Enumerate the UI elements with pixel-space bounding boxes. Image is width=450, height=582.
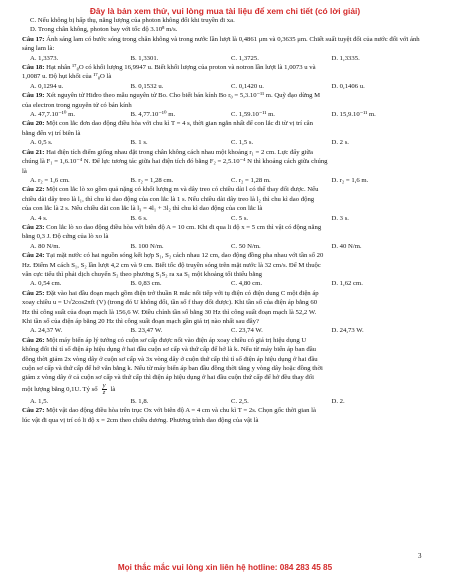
q26-line-3: đồng thời giảm 2x vòng dây ở cuộn sơ cấp và 3x vòng dây ở cuộn thứ cấp thì tỉ số điện áp hiệu dụng ở hai đầu	[22, 355, 318, 363]
q23-options	[22, 242, 432, 251]
q24-line-3: vân cực tiểu thì phải dịch chuyển S₂ theo phương S₁S₂ ra xa S₁ một khoảng tối thiểu bằng	[22, 270, 263, 278]
q17-option-b: B. 1,3301.	[130, 54, 159, 62]
q20-option-d: D. 2 s.	[331, 139, 349, 147]
q21-label: Câu 21:	[22, 148, 45, 156]
q26-line-5: giảm z vòng dây ở cả cuộn sơ cấp và thứ cấp thì điện áp hiệu dụng ở hai đầu cuộn thứ cấp để hở đều thay đổi	[22, 374, 314, 382]
q17-text: Ánh sáng lam có bước sóng trong chân không và trong nước lần lượt là 0,4861 μm và 0,3635 μm. Chiết suất tuyệt đối của nước đối với ánh sáng lam là:	[22, 35, 420, 53]
q27-line-2: lúc vật đi qua vị trí có li độ x = 2cm theo chiều dương. Phương trình dao động của vật là	[22, 416, 259, 424]
q25-line-2: xoay chiều u = U√2cos2πft (V) (trong đó U không đổi, tần số f thay đổi được). Khi tần số của điện áp bằng 60	[22, 299, 318, 307]
q17-label: Câu 17:	[22, 35, 45, 43]
q19-option-c: C. 1,59.10⁻¹¹ m.	[231, 111, 275, 119]
q18-line-2: 1,0087 u. Độ hụt khối của ¹⁷₈O là	[22, 73, 112, 81]
q24-line-2: Hz. Điểm M cách S₁, S₂ lần lượt 4,2 cm và 9 cm. Biết tốc độ truyền sóng trên mặt nước là 32 cm/s. Để M thuộc	[22, 261, 321, 269]
q20-options	[22, 138, 432, 147]
q26-options	[22, 397, 432, 406]
q17-option-a: A. 1,3373.	[30, 54, 59, 62]
question-21	[22, 148, 432, 186]
q27-line-1: Một vật dao động điều hòa trên trục Ox với biên độ A = 4 cm và chu kì T = 2s. Chọn gốc thời gian là	[46, 407, 316, 415]
q21-option-b: B. r₂ = 1,28 cm.	[130, 176, 174, 184]
q19-line-1: Xét nguyên tử Hiđro theo mẫu nguyên tử Bo. Cho biết bán kính Bo r₀ = 5,3.10⁻¹¹ m. Quỹ đạo dừng M	[46, 92, 321, 100]
q26-option-d: D. 2.	[331, 397, 345, 405]
q20-option-a: A. 0,5 s.	[30, 139, 53, 147]
q21-line-3: là	[22, 167, 27, 175]
q19-option-d: D. 15,9.10⁻¹¹ m.	[331, 111, 376, 119]
q19-options	[22, 110, 432, 119]
q18-option-b: B. 0,1532 u.	[130, 82, 164, 90]
question-27	[22, 406, 432, 425]
document-body	[22, 16, 432, 425]
q26-option-b: B. 1,8.	[130, 397, 149, 405]
q20-label: Câu 20:	[22, 120, 45, 128]
q19-option-a: A. 47,7.10⁻¹⁰ m.	[30, 111, 75, 119]
q23-option-b: B. 100 N/m.	[130, 242, 164, 250]
q24-option-d: D. 1,62 cm.	[331, 280, 363, 288]
q25-line-3: Hz thì công suất của đoạn mạch là 156,6 W. Điều chỉnh tần số bằng 30 Hz thì công suất đoạn mạch là 52,2 W.	[22, 308, 317, 316]
question-22	[22, 185, 432, 223]
q22-option-d: D. 3 s.	[331, 214, 349, 222]
q18-option-d: D. 0,1406 u.	[331, 82, 365, 90]
q17-option-d: D. 1,3335.	[331, 54, 360, 62]
q25-option-b: B. 23,47 W.	[130, 327, 163, 335]
q22-line-2: chiều dài dây treo là l₁, thì chu kì dao động của con lắc là 1 s. Nếu chiều dài dây treo là l₂ thì chu kì dao động	[22, 195, 315, 203]
q20-option-c: C. 1,5 s.	[231, 139, 254, 147]
question-17	[22, 35, 432, 63]
question-23	[22, 223, 432, 251]
ratio-fraction	[102, 383, 107, 396]
q16-option-d: D. Trong chân không, photon bay với tốc độ 3.10⁸ m/s.	[30, 26, 178, 34]
q18-label: Câu 18:	[22, 64, 45, 72]
q24-options	[22, 279, 432, 288]
hotline-footer: Mọi thắc mắc vui lòng xin liên hệ hotline: 084 283 45 85	[117, 563, 333, 572]
q19-label: Câu 19:	[22, 92, 45, 100]
q21-option-a: A. r₂ = 1,6 cm.	[30, 176, 70, 184]
fraction-numerator: y	[102, 382, 106, 390]
q25-options	[22, 326, 432, 335]
q23-line-2: bằng 0,3 J. Độ cứng của lò xo là	[22, 233, 109, 241]
q25-option-c: C. 23,74 W.	[231, 327, 263, 335]
q25-option-a: A. 24,37 W.	[30, 327, 63, 335]
question-24	[22, 251, 432, 289]
question-20	[22, 119, 432, 147]
q24-option-b: B. 0,83 cm.	[130, 280, 162, 288]
q26-line-4: cuộn sơ cấp và thứ cấp để hở vẫn bằng k. Nếu từ máy biến áp ban đầu đồng thời tăng y vòng dây hoặc đồng thời	[22, 365, 323, 373]
q24-option-c: C. 4,80 cm.	[231, 280, 263, 288]
q22-line-3: của con lắc là 2 s. Nếu chiều dài con lắc là l₃ = 4l₁ + 3l₂ thì chu kì dao động của con lắc là	[22, 205, 263, 213]
q26-option-c: C. 2,5.	[231, 397, 249, 405]
q21-line-1: Hai điện tích điểm giống nhau đặt trong chân không cách nhau một khoảng r₁ = 2 cm. Lực đẩy giữa	[46, 148, 314, 156]
q26-line-6: một lượng bằng 0,1U. Tỷ số	[22, 386, 98, 394]
q22-line-1: Một con lắc lò xo gồm quả nặng có khối lượng m và dây treo có chiều dài l có thể thay đổi được. Nếu	[46, 186, 319, 194]
q26-line-2: không đổi thì tỉ số điện áp hiệu dụng ở hai đầu cuộn sơ cấp và thứ cấp để hở là k. Nếu từ máy biến áp ban đầu	[22, 346, 317, 354]
q23-option-a: A. 80 N/m.	[30, 242, 61, 250]
q18-option-c: C. 0,1420 u.	[231, 82, 264, 90]
q18-options	[22, 82, 432, 91]
q23-line-1: Con lắc lò xo dao động điều hòa với biên độ A = 10 cm. Khi đi qua li độ x = 5 cm thì vật có động năng	[46, 223, 322, 231]
q25-label: Câu 25:	[22, 289, 45, 297]
q20-line-1: Một con lắc đơn dao động điều hòa với chu kì T = 4 s, thời gian ngắn nhất để con lắc đi từ vị trí cân	[46, 120, 313, 128]
question-25	[22, 289, 432, 336]
q21-line-2: chúng là F₁ = 1,6.10⁻⁴ N. Để lực tương tác giữa hai điện tích đó bằng F₂ = 2,5.10⁻⁴ N thì khoảng cách giữa chúng	[22, 158, 328, 166]
q23-option-d: D. 40 N/m.	[331, 242, 362, 250]
q17-options	[22, 54, 432, 63]
q24-label: Câu 24:	[22, 252, 45, 260]
q22-options	[22, 214, 432, 223]
q27-label: Câu 27:	[22, 407, 45, 415]
q25-line-4: Khi tần số của điện áp bằng 20 Hz thì công suất đoạn mạch gần giá trị nào nhất sau đây?	[22, 318, 259, 325]
page-number: 3	[418, 552, 422, 560]
q24-option-a: A. 0,54 cm.	[30, 280, 62, 288]
q17-option-c: C. 1,3725.	[231, 54, 259, 62]
q16-option-c: C. Nếu không bị hấp thụ, năng lượng của photon không đổi khi truyền đi xa.	[30, 17, 235, 24]
q20-line-2: bằng đến vị trí biên là	[22, 129, 81, 137]
fraction-denominator: z	[102, 389, 106, 397]
q26-label: Câu 26:	[22, 336, 45, 344]
preview-banner: Đây là bản xem thử, vui lòng mua tài liệu để xem chi tiết (có lời giải)	[89, 6, 361, 16]
q21-option-d: D. r₂ = 1,6 m.	[331, 176, 369, 184]
q18-option-a: A. 0,1294 u.	[30, 82, 64, 90]
q22-label: Câu 22:	[22, 186, 45, 194]
question-18	[22, 63, 432, 91]
q23-label: Câu 23:	[22, 223, 45, 231]
q19-option-b: B. 4,77.10⁻¹⁰ m.	[130, 111, 176, 119]
q22-option-a: A. 4 s.	[30, 214, 48, 222]
q21-option-c: C. r₂ = 1,28 m.	[231, 176, 271, 184]
q22-option-c: C. 5 s.	[231, 214, 249, 222]
q22-option-b: B. 6 s.	[130, 214, 148, 222]
q24-line-1: Tại mặt nước có hai nguồn sóng kết hợp S₁, S₂ cách nhau 12 cm, dao động đồng pha nhau với tần số 20	[46, 252, 324, 260]
q19-line-2: của electron trong nguyên tử có bán kính	[22, 101, 132, 109]
q21-options	[22, 176, 432, 185]
q26-line-6-end: là	[110, 386, 116, 394]
q26-option-a: A. 1,5.	[30, 397, 49, 405]
question-26	[22, 336, 432, 406]
question-19	[22, 91, 432, 119]
q23-option-c: C. 50 N/m.	[231, 242, 261, 250]
q18-line-1: Hạt nhân ¹⁷₈O có khối lượng 16,9947 u. Biết khối lượng của proton và notron lần lượt là 1,0073 u và	[46, 64, 316, 72]
q26-line-1: Một máy biến áp lý tưởng có cuộn sơ cấp được nối vào điện áp xoay chiều có giá trị hiệu dụng U	[46, 336, 307, 344]
q20-option-b: B. 1 s.	[130, 139, 148, 147]
q25-line-1: Đặt vào hai đầu đoạn mạch gồm điện trở thuần R mắc nối tiếp với tụ điện có điện dung C một điện áp	[46, 289, 319, 297]
q25-option-d: D. 24,73 W.	[331, 327, 364, 335]
